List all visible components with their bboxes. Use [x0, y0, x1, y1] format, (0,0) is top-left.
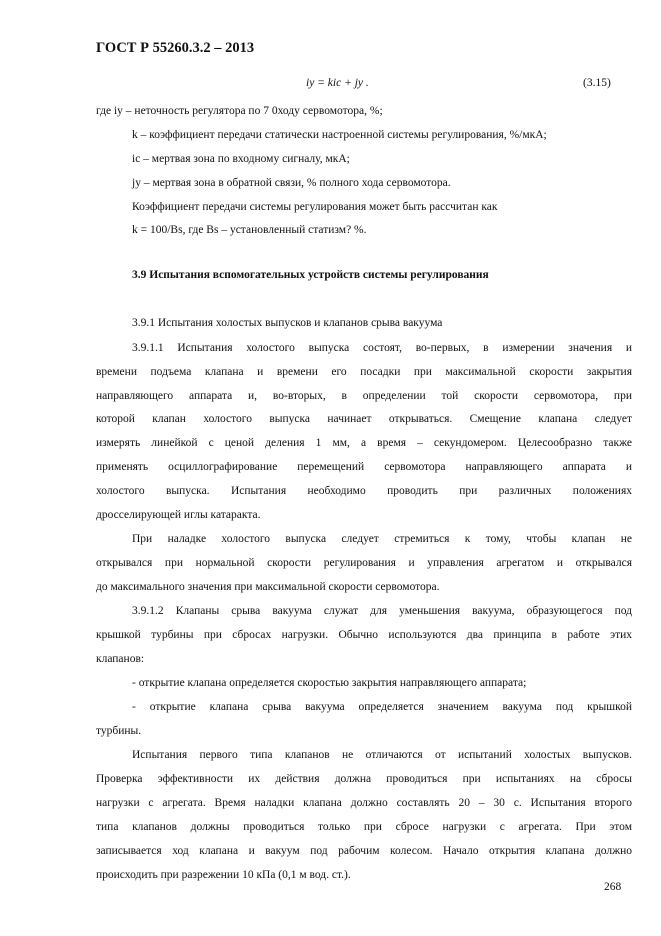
text-line: 3.9.1.2 Клапаны срыва вакуума служат для уменьшения вакуума, образующегося под [132, 605, 632, 617]
list-item: - открытие клапана срыва вакуума определяется значением вакуума под крышкой [132, 701, 632, 713]
text-line: которой клапан холостого выпуска начинает открываться. Смещение клапана следует [96, 413, 632, 425]
text-line: записывается ход клапана и вакуум под рабочим колесом. Начало открытия клапана должно [96, 845, 632, 857]
page-number: 268 [604, 881, 622, 893]
text-line: k – коэффициент передачи статически настроенной системы регулирования, %/мкА; [132, 129, 547, 141]
text-line: до максимального значения при максимальной скорости сервомотора. [96, 581, 440, 593]
formula: iу = kiс + jу . [306, 77, 369, 89]
text-line: направляющего аппарата и, во-вторых, в определении той скорости сервомотора, при [96, 390, 632, 402]
text-line: времени подъема клапана и времени его посадки при максимальной скорости закрытия [96, 366, 632, 378]
text-line: iс – мертвая зона по входному сигналу, мкА; [132, 153, 350, 165]
document-header: ГОСТ Р 55260.3.2 – 2013 [96, 40, 255, 56]
text-line: измерять линейкой с ценой деления 1 мм, а время – секундомером. Целесообразно также [96, 437, 632, 449]
text-line: Проверка эффективности их действия должна проводиться при испытаниях на сбросы [96, 773, 632, 785]
text-line: крышкой турбины при сбросах нагрузки. Обычно используются два принципа в работе этих [96, 629, 632, 641]
text-line: применять осциллографирование перемещений сервомотора направляющего аппарата и [96, 461, 632, 473]
text-line: холостого выпуска. Испытания необходимо проводить при различных положениях [96, 485, 632, 497]
text-line: Коэффициент передачи системы регулирования может быть рассчитан как [132, 201, 498, 213]
text-line: дросселирующей иглы катаракта. [96, 509, 261, 521]
text-line: происходить при разрежении 10 кПа (0,1 м вод. ст.). [96, 869, 351, 881]
text-line: типа клапанов должны проводиться только при сбросе нагрузки с агрегата. При этом [96, 821, 632, 833]
text-line: клапанов: [96, 653, 145, 665]
text-line: 3.9.1.1 Испытания холостого выпуска состоят, во-первых, в измерении значения и [132, 342, 632, 354]
text-line: турбины. [96, 725, 142, 737]
text-line: где iу – неточность регулятора по 7 0ходу сервомотора, %; [96, 105, 383, 117]
section-heading: 3.9 Испытания вспомогательных устройств системы регулирования [132, 269, 489, 281]
text-line: нагрузки с агрегата. Время наладки клапана должно составлять 20 – 30 с. Испытания второго [96, 797, 632, 809]
text-line: При наладке холостого выпуска следует стремиться к тому, чтобы клапан не [132, 533, 632, 545]
formula-number: (3.15) [583, 77, 611, 89]
list-item: - открытие клапана определяется скоростью закрытия направляющего аппарата; [132, 677, 527, 689]
text-line: открывался при нормальной скорости регулирования и управления агрегатом и открывался [96, 557, 632, 569]
text-line: jу – мертвая зона в обратной связи, % полного хода сервомотора. [132, 177, 451, 189]
subsection-heading: 3.9.1 Испытания холостых выпусков и клапанов срыва вакуума [132, 317, 443, 329]
text-line: k = 100/Bs, где Bs – установленный статизм? %. [132, 224, 367, 236]
text-line: Испытания первого типа клапанов не отличаются от испытаний холостых выпусков. [132, 749, 632, 761]
